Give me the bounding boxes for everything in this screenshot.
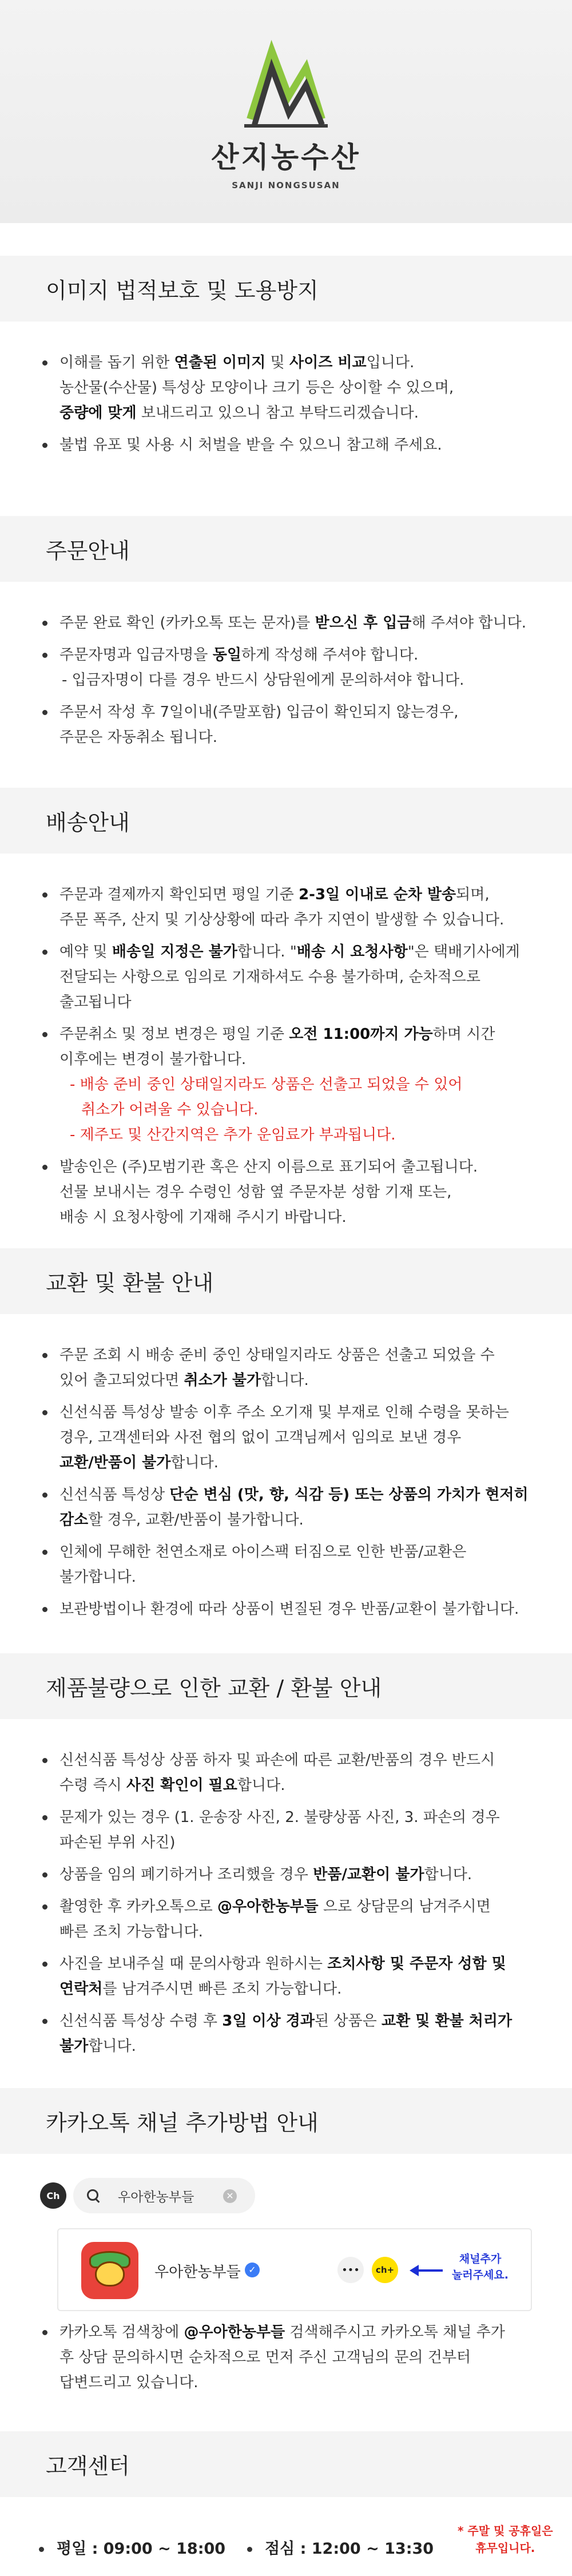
section-header	[0, 2431, 572, 2497]
text-run: 선물 보내시는 경우 수령인 성함 옆 주문자분 성함 기재 또는,	[59, 1184, 452, 1201]
item-line	[59, 964, 538, 990]
section-body	[0, 321, 572, 458]
item-line	[59, 907, 538, 932]
weekday-hours	[39, 2536, 225, 2558]
bullet-item	[39, 1951, 538, 2002]
bullet-item	[39, 610, 538, 636]
text-run: 주문과 결제까지 확인되면 평일 기준	[59, 886, 299, 903]
item-line	[59, 642, 538, 668]
text-run: 예약 및	[59, 943, 112, 960]
text-run: 있어 출고되었다면	[59, 1372, 184, 1389]
text-run: "은 택배기사에게	[407, 943, 520, 960]
section-title: 주문안내	[46, 538, 130, 563]
text-run: 보내드리고 있으니 참고 부탁드리겠습니다.	[136, 404, 419, 422]
item-line	[59, 1425, 538, 1450]
section-image-protection	[0, 256, 572, 465]
brand-header	[0, 0, 572, 223]
brand-name: 산지농수산	[211, 140, 361, 174]
item-line	[59, 1862, 538, 1887]
item-line	[59, 1830, 538, 1855]
text-run: 경우, 고객센터와 사전 협의 없이 고객님께서 임의로 보낸 경우	[59, 1429, 462, 1446]
item-line	[59, 1951, 538, 1976]
text-run: 신선식품 특성상	[59, 1486, 170, 1503]
lunch-hours-text: 점심 : 12:00 ~ 13:30	[265, 2540, 434, 2558]
clear-icon[interactable]: ✕	[223, 2189, 237, 2203]
bullet-item	[39, 1862, 538, 1887]
channel-avatar	[81, 2242, 138, 2299]
text-run: 되며,	[456, 886, 490, 903]
emphasis-text: 오전 11:00까지 가능	[289, 1026, 433, 1043]
bullet-item	[39, 2320, 538, 2395]
sub-note: - 입금자명이 다를 경우 반드시 상담원에게 문의하셔야 합니다.	[62, 672, 464, 689]
note-line: * 주말 및 공휴일은	[458, 2524, 553, 2538]
section-header	[0, 1653, 572, 1719]
bullet-item	[39, 1539, 538, 1590]
chat-icon[interactable]: •••	[337, 2257, 364, 2283]
bullet-item	[39, 1400, 538, 1475]
text-run: 불법 유포 및 사용 시 처벌을 받을 수 있으니 참고해 주세요.	[59, 436, 442, 454]
text-run: 신선식품 특성상 발송 이후 주소 오기재 및 부재로 인해 수령을 못하는	[59, 1404, 509, 1421]
text-run: 주문취소 및 정보 변경은 평일 기준	[59, 1026, 289, 1043]
emphasis-text: 2-3일 이내로 순차 발송	[299, 886, 456, 903]
text-run: 수령 즉시	[59, 1777, 126, 1794]
weekday-hours-text: 평일 : 09:00 ~ 18:00	[57, 2540, 226, 2558]
emphasis-text: 연출된 이미지	[174, 354, 266, 371]
text-run: 합니다.	[170, 1454, 219, 1471]
warning-line: - 제주도 및 산간지역은 추가 운임료가 부과됩니다.	[70, 1126, 396, 1144]
bullet-item	[39, 1597, 538, 1622]
text-run: 상품을 임의 폐기하거나 조리했을 경우	[59, 1866, 313, 1883]
item-line	[59, 2320, 538, 2345]
bullet-icon	[39, 2547, 44, 2552]
item-line	[59, 1205, 538, 1230]
item-line	[59, 2370, 538, 2395]
text-run: 합니다.	[261, 1372, 309, 1389]
text-run: 카카오톡 검색창에	[59, 2324, 184, 2341]
emphasis-text: @우아한농부들	[184, 2324, 285, 2341]
emphasis-text: 감소	[59, 1511, 89, 1529]
item-line	[59, 1894, 538, 1919]
emphasis-text: @우아한농부들	[217, 1898, 319, 1915]
note-line: 휴무입니다.	[475, 2541, 535, 2555]
item-line	[59, 2009, 538, 2034]
text-run: 불가합니다.	[59, 1569, 136, 1586]
channel-name: 우아한농부들	[154, 2264, 241, 2281]
kakao-search-input[interactable]	[73, 2178, 255, 2213]
emphasis-text: 배송일 지정은 불가	[112, 943, 237, 960]
bullet-item	[39, 1343, 538, 1393]
section-header	[0, 2088, 572, 2154]
text-run: 신선식품 특성상 상품 하자 및 파손에 따른 교환/반품의 경우 반드시	[59, 1752, 495, 1769]
item-line	[59, 990, 538, 1015]
section-title: 교환 및 환불 안내	[46, 1271, 214, 1296]
emphasis-text: 배송 시 요청사항	[296, 943, 408, 960]
text-run: 주문 폭주, 산지 및 기상상황에 따라 추가 지연이 발생할 수 있습니다.	[59, 911, 505, 928]
bullet-item	[39, 432, 538, 458]
text-run: 검색해주시고 카카오톡 채널 추가	[285, 2324, 505, 2341]
item-line	[59, 1565, 538, 1590]
emphasis-text: 중량에 맞게	[59, 404, 137, 422]
item-line	[59, 700, 538, 725]
item-line	[59, 2345, 538, 2370]
text-run: 인체에 무해한 천연소재로 아이스팩 터짐으로 인한 반품/교환은	[59, 1543, 467, 1561]
text-run: 배송 시 요청사항에 기재해 주시기 바랍니다.	[59, 1209, 347, 1226]
item-line	[59, 1597, 538, 1622]
section-header	[0, 788, 572, 854]
text-run: 를 남겨주시면 빠른 조치 가능합니다.	[102, 1980, 342, 1998]
bullet-item	[39, 1022, 538, 1072]
item-line	[59, 939, 538, 964]
farmer-face-icon	[95, 2261, 125, 2287]
text-run: 농산물(수산물) 특성상 모양이나 크기 등은 상이할 수 있으며,	[59, 379, 454, 396]
item-line	[59, 400, 538, 426]
emphasis-text: 동일	[212, 646, 241, 664]
warning-line: 취소가 어려울 수 있습니다.	[81, 1101, 259, 1118]
text-run: 입니다.	[366, 354, 415, 371]
item-line	[59, 1976, 538, 2002]
text-run: 된 상품은	[315, 2013, 382, 2030]
text-run: 합니다.	[88, 2038, 136, 2055]
warning-note	[39, 1072, 538, 1122]
item-line	[59, 725, 538, 750]
bullet-item	[39, 1805, 538, 1855]
hint-line: 채널추가	[459, 2253, 502, 2265]
section-defect-info	[0, 1653, 572, 2066]
item-line	[59, 1507, 538, 1533]
text-run: 하며 시간	[432, 1026, 495, 1043]
text-run: 보관방법이나 환경에 따라 상품이 변질된 경우 반품/교환이 불가합니다.	[59, 1601, 519, 1618]
bullet-item	[39, 1748, 538, 1798]
section-order-info	[0, 516, 572, 757]
kakao-channel-icon: Ch	[40, 2182, 66, 2209]
bullet-item	[39, 350, 538, 426]
item-line	[59, 1748, 538, 1773]
bullet-item	[39, 939, 538, 1015]
item-line	[59, 1450, 538, 1475]
item-line	[59, 882, 538, 907]
text-run: 이후에는 변경이 불가합니다.	[59, 1051, 247, 1068]
section-title: 이미지 법적보호 및 도용방지	[46, 278, 319, 303]
section-body	[0, 854, 572, 1230]
emphasis-text: 3일 이상 경과	[222, 2013, 315, 2030]
text-run: 파손된 부위 사진)	[59, 1834, 176, 1851]
text-run: 으로 상담문의 남겨주시면	[318, 1898, 491, 1915]
emphasis-text: 교환/반품이 불가	[59, 1454, 171, 1471]
text-run: 합니다.	[424, 1866, 472, 1883]
text-run: 사진을 보내주실 때 문의사항과 원하시는	[59, 1955, 328, 1972]
text-run: 주문자명과 입금자명을	[59, 646, 213, 664]
bullet-item	[39, 642, 538, 668]
holiday-note	[458, 2522, 553, 2557]
text-run: 할 경우, 교환/반품이 불가합니다.	[88, 1511, 304, 1529]
emphasis-text: 연락처	[59, 1980, 103, 1998]
bullet-item	[39, 882, 538, 932]
text-run: 해 주셔야 합니다.	[411, 614, 527, 632]
section-header	[0, 256, 572, 321]
bullet-item	[39, 1154, 538, 1230]
text-run: 하게 작성해 주셔야 합니다.	[241, 646, 419, 664]
section-title: 배송안내	[46, 810, 130, 835]
section-exchange-info	[0, 1248, 572, 1629]
section-body	[0, 2320, 572, 2395]
item-line	[59, 1539, 538, 1565]
add-channel-hint	[452, 2251, 509, 2283]
search-query: 우아한농부들	[118, 2189, 194, 2205]
section-header	[0, 516, 572, 582]
item-line	[59, 1919, 538, 1944]
item-line	[59, 1343, 538, 1368]
bullet-item	[39, 1894, 538, 1944]
section-title: 고객센터	[46, 2454, 130, 2479]
text-run: 합니다.	[237, 1777, 285, 1794]
business-hours	[0, 2497, 572, 2576]
search-icon	[86, 2188, 101, 2203]
text-run: 이해를 돕기 위한	[59, 354, 174, 371]
text-run: 촬영한 후 카카오톡으로	[59, 1898, 217, 1915]
emphasis-text: 사이즈 비교	[289, 354, 367, 371]
item-line	[59, 350, 538, 375]
section-body	[0, 1719, 572, 2059]
emphasis-text: 단순 변심 (맛, 향, 식감 등) 또는 상품의 가치가 현저히	[169, 1486, 529, 1503]
item-line	[59, 1773, 538, 1798]
section-customer-center	[0, 2431, 572, 2576]
item-line	[59, 610, 538, 636]
bullet-icon	[247, 2547, 252, 2552]
bullet-item	[39, 1482, 538, 1533]
warning-line: - 배송 준비 중인 상태일지라도 상품은 선출고 되었을 수 있어	[70, 1076, 463, 1093]
text-run: 빠른 조치 가능합니다.	[59, 1923, 203, 1940]
emphasis-text: 조치사항 및 주문자 성함 및	[327, 1955, 506, 1972]
arrow-left-icon	[408, 2262, 444, 2279]
item-line	[59, 2034, 538, 2059]
lunch-hours	[247, 2536, 434, 2558]
text-run: 주문 완료 확인 (카카오톡 또는 문자)를	[59, 614, 315, 632]
item-line	[59, 1368, 538, 1393]
text-run: 답변드리고 있습니다.	[59, 2374, 198, 2391]
emphasis-text: 불가	[59, 2038, 89, 2055]
text-run: 주문서 작성 후 7일이내(주말포함) 입금이 확인되지 않는경우,	[59, 704, 459, 721]
warning-note	[39, 1122, 538, 1148]
text-run: 발송인은 (주)모범기관 혹은 산지 이름으로 표기되어 출고됩니다.	[59, 1158, 478, 1176]
add-channel-icon[interactable]: ch+	[372, 2257, 398, 2283]
emphasis-text: 사진 확인이 필요	[126, 1777, 237, 1794]
section-body	[0, 582, 572, 750]
text-run: 전달되는 사항으로 임의로 기재하셔도 수용 불가하며, 순차적으로	[59, 969, 480, 986]
kakao-channel-mockup	[0, 2171, 572, 2320]
verified-icon: ✓	[245, 2263, 260, 2277]
section-delivery-info	[0, 788, 572, 1237]
emphasis-text: 반품/교환이 불가	[313, 1866, 424, 1883]
mountain-logo-icon	[243, 33, 329, 128]
item-line	[59, 1047, 538, 1072]
section-title: 제품불량으로 인한 교환 / 환불 안내	[46, 1676, 382, 1701]
channel-result-card[interactable]	[57, 2228, 532, 2311]
text-run: 출고됩니다	[59, 994, 132, 1011]
section-title: 카카오톡 채널 추가방법 안내	[46, 2110, 319, 2136]
hint-line: 눌러주세요.	[452, 2269, 509, 2281]
item-line	[59, 1805, 538, 1830]
item-line	[59, 375, 538, 400]
item-line	[59, 1154, 538, 1180]
bullet-item	[39, 2009, 538, 2059]
text-run: 신선식품 특성상 수령 후	[59, 2013, 223, 2030]
item-line	[59, 432, 538, 458]
text-run: 주문은 자동취소 됩니다.	[59, 729, 217, 746]
brand-subtitle: SANJI NONGSUSAN	[232, 180, 340, 190]
text-run: 문제가 있는 경우 (1. 운송장 사진, 2. 불량상품 사진, 3. 파손의 경우	[59, 1809, 500, 1826]
item-line	[59, 1180, 538, 1205]
item-line	[59, 1400, 538, 1425]
section-kakao-info	[0, 2088, 572, 2402]
bullet-item	[39, 700, 538, 750]
section-header	[0, 1248, 572, 1314]
text-run: 및	[265, 354, 290, 371]
text-run: 후 상담 문의하시면 순차적으로 먼저 주신 고객님의 문의 건부터	[59, 2349, 471, 2366]
section-body	[0, 1314, 572, 1622]
text-run: 주문 조회 시 배송 준비 중인 상태일지라도 상품은 선출고 되었을 수	[59, 1347, 495, 1364]
emphasis-text: 교환 및 환불 처리가	[382, 2013, 513, 2030]
emphasis-text: 받으신 후 입금	[315, 614, 412, 632]
text-run: 합니다. "	[237, 943, 297, 960]
item-line	[59, 1482, 538, 1507]
item-line	[59, 1022, 538, 1047]
emphasis-text: 취소가 불가	[184, 1372, 261, 1389]
